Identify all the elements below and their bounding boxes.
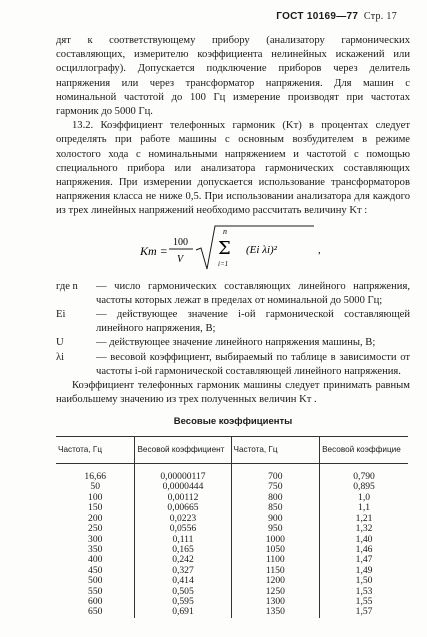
body-text [56, 34, 410, 618]
weighting-table [56, 436, 408, 618]
table-header-row [56, 436, 408, 463]
paragraph-conclusion: Коэффициент телефонных гармоник машины следует принимать равным наибольшему значению из трех полученных величин Kт . [56, 380, 410, 406]
frequency-column-1: 16,66 50 100 150 200 250 300 350 400 450 500 550 600 650 [84, 471, 107, 618]
definition-row [56, 336, 410, 350]
formula-denominator: V [177, 253, 184, 265]
header-frequency-1: Частота, Гц [56, 436, 135, 463]
definition-symbol: Ei [56, 309, 66, 321]
table-body-row [56, 464, 408, 618]
definition-symbol: где n [56, 280, 78, 292]
standard-code: ГОСТ 10169—77 [276, 11, 359, 22]
definition-text: — весовой коэффициент, выбираемый по таблице в зависимости от частоты i-ой гармонической составляющей линейного напряжения. [96, 351, 410, 377]
frequency-column-2: 700 750 800 850 900 950 1000 1050 1100 1150 1200 1250 1300 1350 [231, 464, 320, 618]
page-number: Стр. 17 [363, 11, 397, 22]
header-weight-1: Весовой коэффициент [135, 436, 231, 463]
sum-term: (Ei λi)² [246, 243, 277, 256]
weight-column-2: 0,790 0,895 1,0 1,1 1,21 1,32 1,40 1,46 1,47 1,49 1,50 1,53 1,55 1,57 [320, 464, 408, 618]
header-frequency-2: Частота, Гц [231, 436, 320, 463]
definition-text: — действующее значение i-ой гармонической составляющей линейного напряжения, В; [96, 309, 410, 335]
formula-graphic [56, 222, 410, 278]
table-caption: Весовые коэффициенты [173, 416, 293, 428]
definition-text: — число гармонических составляющих линейного напряжения, частоты которых лежат в пределах от номинальной до 5000 Гц; [96, 280, 410, 306]
weight-column-1: 0,00000117 0,0000444 0,00112 0,00665 0,0223 0,0556 0,111 0,165 0,242 0,327 0,414 0,505 0,595 0,691 [135, 464, 231, 618]
definition-row [56, 308, 410, 336]
sum-upper: n [223, 226, 227, 236]
sum-lower: i=1 [218, 259, 229, 268]
definition-row [56, 280, 410, 308]
definitions [56, 280, 410, 379]
definition-symbol: U [56, 337, 64, 349]
sum-sign: Σ [218, 237, 231, 259]
formula-numerator: 100 [173, 236, 188, 248]
definition-symbol: λi [56, 351, 65, 363]
page-header [276, 10, 397, 24]
header-weight-2: Весовой коэффицие [320, 436, 408, 463]
paragraph-continued: дят к соответствующему прибору (анализатору гармонических составляющих, измерителю коэффициента нелинейных искажений или осциллографу). Допускается подключение приборов через делитель напряжения или через трансформатор напряжения. Для машин с номинальной частотой до 100 Гц измерение производят при частотах гармоник до 5000 Гц. [56, 35, 410, 118]
formula-lhs: Kт = [140, 243, 168, 258]
definition-row [56, 351, 410, 379]
formula-comma: , [318, 243, 321, 256]
definition-text: — действующее значение линейного напряжения машины, В; [96, 337, 376, 349]
paragraph-13-2: 13.2. Коэффициент телефонных гармоник (Kт) в процентах следует определять при работе машины с основным возбудителем в режиме холостого хода с номинальными напряжением и частотой с помощью специального прибора или анализатора гармонических составляющих напряжения. При измерении допускается использование трансформаторов напряжения класса не ниже 0,5. При использовании анализатора для каждого из трех линейных напряжений необходимо рассчитать величину Kт : [56, 120, 410, 217]
formula [56, 222, 410, 278]
